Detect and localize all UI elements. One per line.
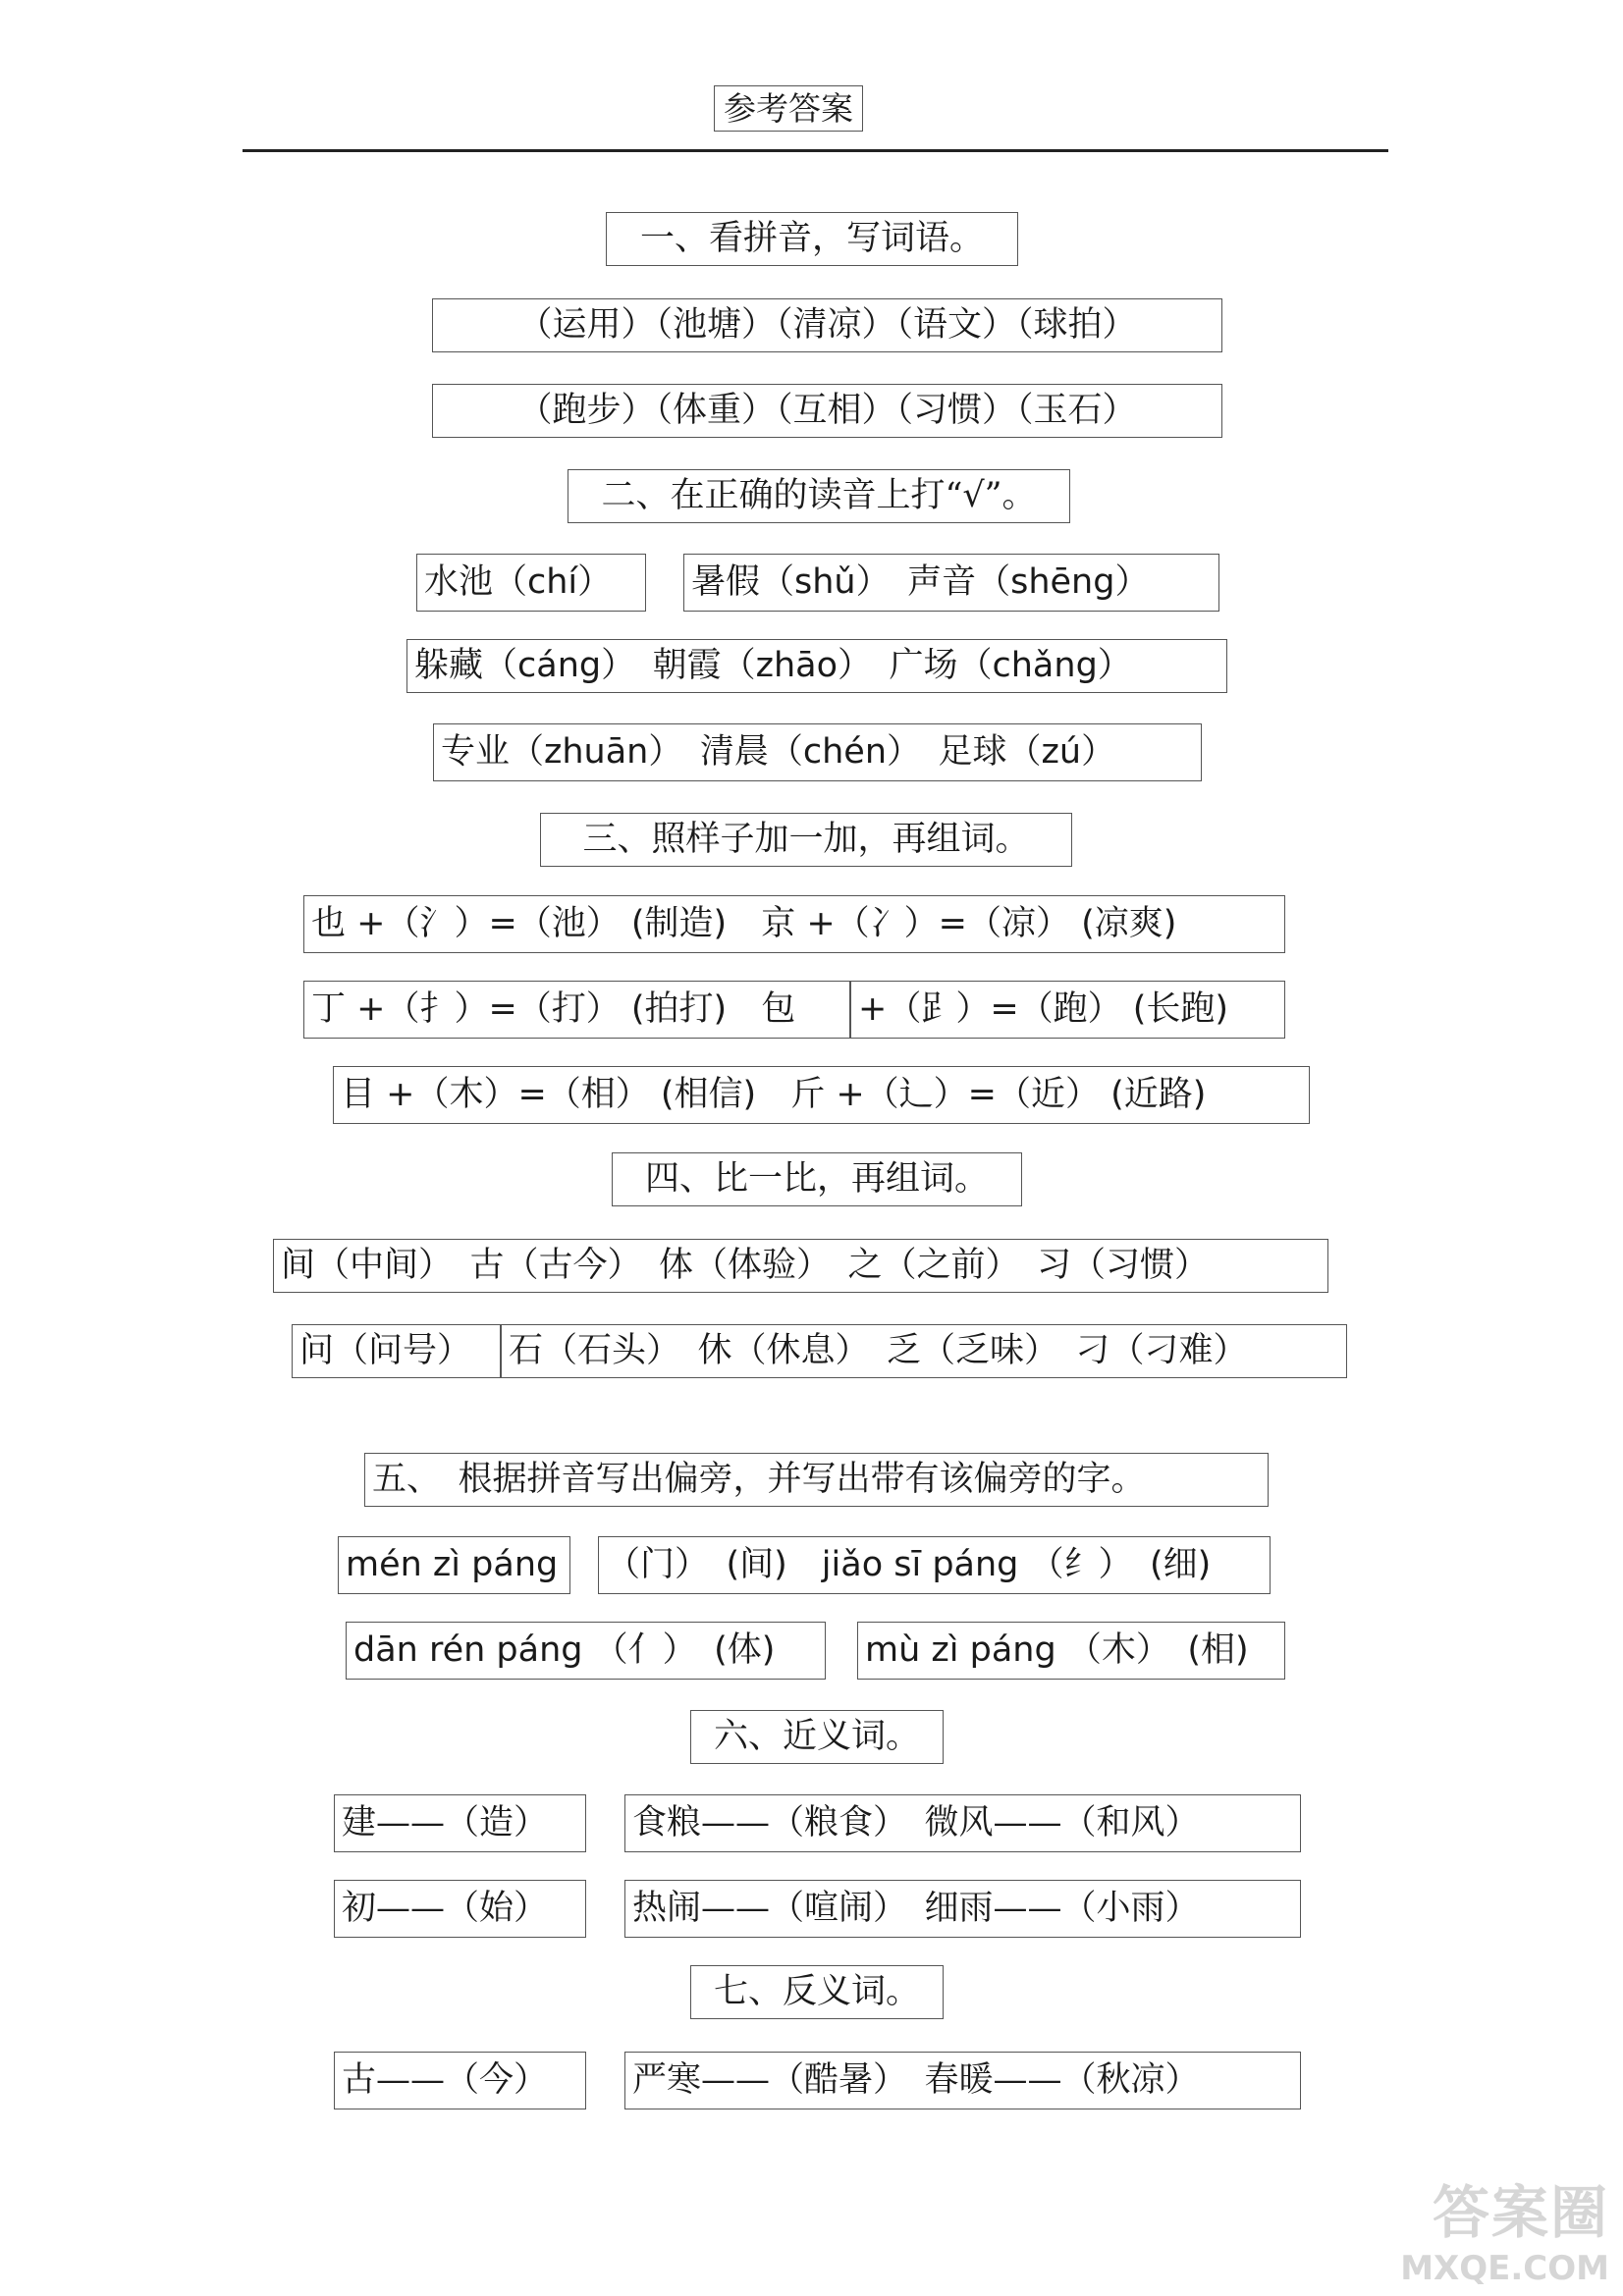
section-6-row-1-box-1: 建——（造） <box>334 1794 586 1852</box>
section-3-row-2-box-2: +（𧾷）=（跑） (长跑) <box>850 981 1285 1039</box>
section-5-row-2-box-2: mù zì páng （木） (相) <box>857 1622 1285 1680</box>
section-2-row-2: 躲藏（cáng） 朝霞（zhāo） 广场（chǎng） <box>406 639 1227 693</box>
watermark-logo: 答案圈 <box>1432 2179 1609 2246</box>
section-7-row-1-box-1: 古——（今） <box>334 2052 586 2109</box>
watermark <box>1400 2166 1609 2288</box>
section-3-row-2-box-1: 丁 +（扌）=（打） (拍打) 包 <box>303 981 850 1039</box>
header-rule <box>243 149 1388 152</box>
watermark-url: MXQE.COM <box>1400 2249 1609 2288</box>
section-4-row-1: 间（中间） 古（古今） 体（体验） 之（之前） 习（习惯） <box>273 1239 1328 1293</box>
section-2-row-3: 专业（zhuān） 清晨（chén） 足球（zú） <box>433 723 1202 781</box>
section-5-title: 五、 根据拼音写出偏旁，并写出带有该偏旁的字。 <box>364 1453 1269 1507</box>
section-4-title: 四、比一比，再组词。 <box>612 1152 1022 1206</box>
section-2-row-1-box-1: 水池（chí） <box>416 554 646 612</box>
page-title: 参考答案 <box>714 85 863 132</box>
section-6-title: 六、近义词。 <box>690 1710 944 1764</box>
section-6-row-2-box-2: 热闹——（喧闹） 细雨——（小雨） <box>624 1880 1301 1938</box>
section-3-row-1: 也 +（氵）=（池） (制造) 京 +（冫）=（凉） (凉爽) <box>303 895 1285 953</box>
section-1-row-2: （跑步）（体重）（互相）（习惯）（玉石） <box>432 384 1222 438</box>
section-6-row-2-box-1: 初——（始） <box>334 1880 586 1938</box>
section-3-title: 三、照样子加一加，再组词。 <box>540 813 1072 867</box>
section-1-row-1: （运用）（池塘）（清凉）（语文）（球拍） <box>432 298 1222 352</box>
section-4-row-2-box-2: 石（石头） 休（休息） 乏（乏味） 刁（刁难） <box>501 1324 1347 1378</box>
section-6-row-1-box-2: 食粮——（粮食） 微风——（和风） <box>624 1794 1301 1852</box>
section-7-title: 七、反义词。 <box>690 1965 944 2019</box>
section-2-row-1-box-2: 暑假（shǔ） 声音（shēng） <box>683 554 1219 612</box>
section-7-row-1-box-2: 严寒——（酷暑） 春暖——（秋凉） <box>624 2052 1301 2109</box>
section-3-row-3: 目 +（木）=（相） (相信) 斤 +（辶）=（近） (近路) <box>333 1066 1310 1124</box>
section-5-row-1-box-1: mén zì páng <box>338 1536 570 1594</box>
section-5-row-2-box-1: dān rén páng （亻） (体) <box>346 1622 826 1680</box>
section-2-title: 二、在正确的读音上打“√”。 <box>568 469 1070 523</box>
section-4-row-2-box-1: 问（问号） <box>292 1324 501 1378</box>
section-1-title: 一、看拼音，写词语。 <box>606 212 1018 266</box>
section-5-row-1-box-2: （门） (间) jiǎo sī páng （纟） (细) <box>598 1536 1271 1594</box>
